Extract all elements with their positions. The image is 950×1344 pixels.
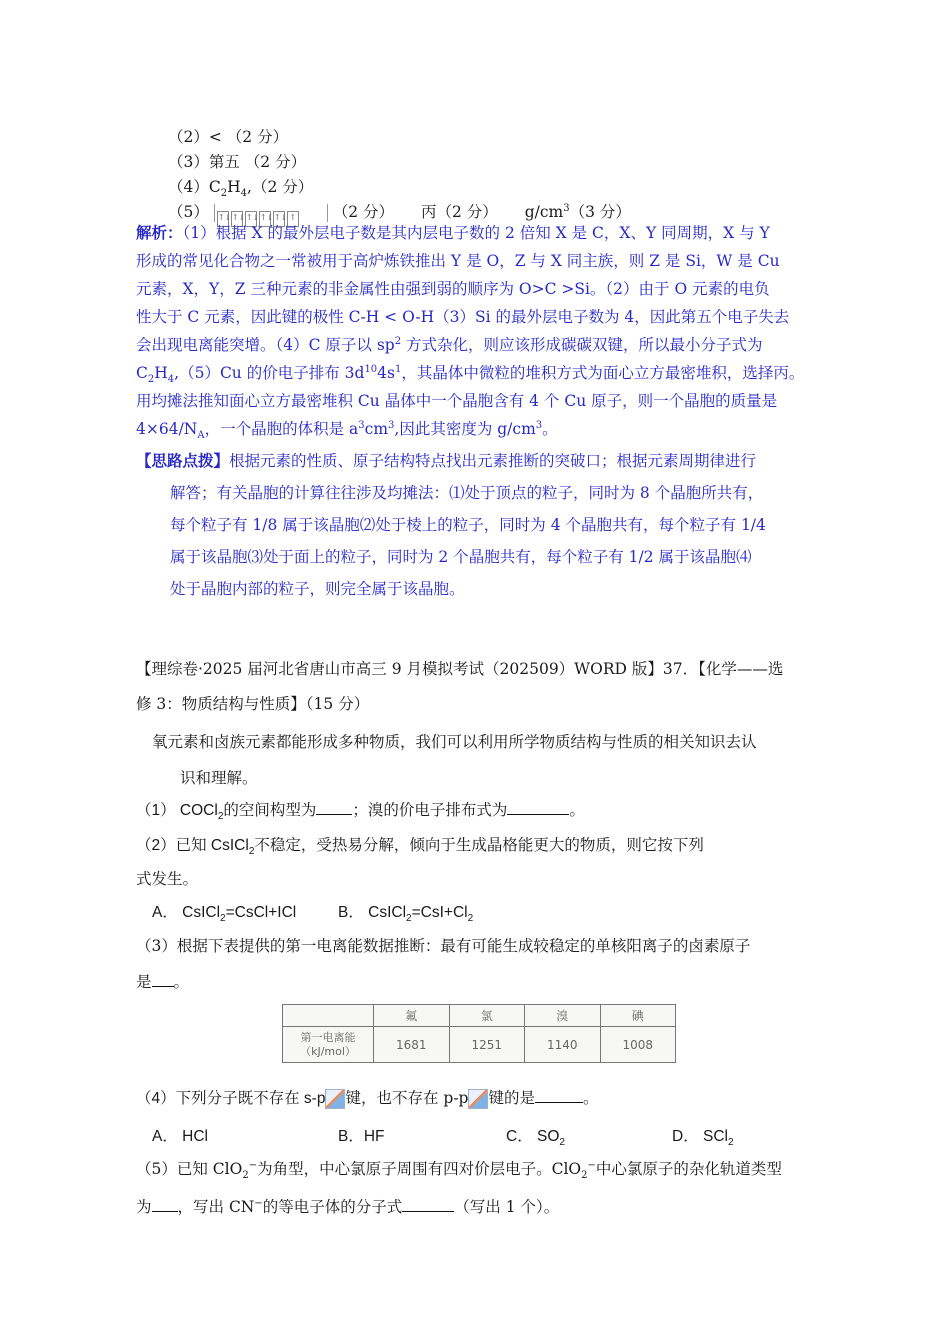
analysis-line-1: 解析：（1）根据 X 的最外层电子数是其内层电子数的 2 倍知 X 是 C，X、Y 同周期，X 与 Y	[136, 223, 770, 242]
answer-blank[interactable]	[152, 1196, 178, 1212]
question-2-option-a: A． CsICl$_2$=CsCl+ICl	[152, 904, 297, 925]
question-source-1: 【理综卷·2025 届河北省唐山市高三 9 月模拟考试（202509）WORD 版】37．【化学——选	[136, 660, 784, 678]
analysis-line-6: $C_2H_4,(5)Cu$ 的价电子排布 $3d^{10}4s^1$，其晶体中微粒的堆积方式为面心立方最密堆积，选择丙。	[136, 363, 805, 386]
analysis-line-5: 会出现电离能突增。（4）C 原子以 $sp^2$ 方式杂化，则应该形成碳碳双键，所以最小分子式为	[136, 335, 763, 354]
table-header-cell: 氟	[374, 1005, 450, 1027]
question-2: （2）已知 CsICl$_2$不稳定，受热易分解，倾向于生成晶格能更大的物质，则它按下列	[136, 836, 704, 858]
sigma-bond-image-icon	[468, 1089, 488, 1109]
sigma-bond-image-icon	[325, 1089, 345, 1109]
question-source-2: 修 3：物质结构与性质】（15 分）	[136, 695, 370, 713]
hint-line-2: 解答；有关晶胞的计算往往涉及均摊法：⑴处于顶点的粒子，同时为 8 个晶胞所共有，	[170, 484, 764, 502]
question-2-option-b: B． $CsICl_2=CsI+Cl_2$	[338, 904, 474, 925]
table-header-cell: 溴	[525, 1005, 601, 1027]
analysis-line-8: $4\times 64/N_A$，一个晶胞的体积是 $a^3cm^3$,因此其密度为 $g/cm^3$。	[136, 419, 558, 442]
table-cell: 1681	[374, 1027, 450, 1063]
question-intro-1: 氧元素和卤族元素都能形成多种物质，我们可以利用所学物质结构与性质的相关知识去认	[152, 733, 757, 751]
answer-blank[interactable]	[402, 1196, 454, 1212]
answer-5: （5） ↑↓↑↓↑↓↑↓↑↓ ↑ （2 分） 丙（2 分） $g/cm^3(3$ 分）	[168, 201, 631, 223]
answer-blank[interactable]	[535, 1087, 583, 1103]
table-row-label: 第一电离能 （kJ/mol）	[283, 1027, 374, 1063]
analysis-line-7: 用均摊法推知面心立方最密堆积 Cu 晶体中一个晶胞含有 4 个 Cu 原子，则一个晶胞的质量是	[136, 392, 778, 410]
table-cell: 1140	[525, 1027, 601, 1063]
question-intro-2: 识和理解。	[180, 769, 258, 787]
table-cell: 1251	[449, 1027, 525, 1063]
table-header-cell: 氯	[449, 1005, 525, 1027]
question-3: （3）根据下表提供的第一电离能数据推断：最有可能生成较稳定的单核阳离子的卤素原子	[136, 937, 751, 955]
hint-line-5: 处于晶胞内部的粒子，则完全属于该晶胞。	[170, 580, 465, 598]
question-1: （1） COCl$_2$的空间构型为 ；溴的价电子排布式为 。	[136, 801, 585, 823]
analysis-line-4: 性大于 C 元素，因此键的极性 C-H < O-H（3）Si 的最外层电子数为 4，因此第五个电子失去	[136, 308, 790, 326]
ionization-energy-table	[282, 1004, 676, 1063]
hint-line-1: 【思路点拨】根据元素的性质、原子结构特点找出元素推断的突破口；根据元素周期律进行	[136, 451, 757, 470]
question-5-cont: 为 ，写出 CN−的等电子体的分子式 （写出 1 个）。	[136, 1197, 560, 1216]
question-4-option-a: A． HCl	[152, 1128, 208, 1145]
answer-blank[interactable]	[316, 799, 352, 815]
answer-2: （2）< （2 分）	[168, 128, 289, 146]
table-cell: 1008	[600, 1027, 676, 1063]
question-4-option-b: B．HF	[338, 1128, 385, 1145]
answer-blank[interactable]	[507, 799, 569, 815]
analysis-line-3: 元素，X，Y，Z 三种元素的非金属性由强到弱的顺序为 O>C >Si。（2）由于 O 元素的电负	[136, 280, 770, 298]
question-2-cont: 式发生。	[136, 870, 199, 888]
answer-3: （3）第五 （2 分）	[168, 153, 307, 171]
question-4-option-d: D． SCl$_2$	[672, 1128, 734, 1149]
table-header-cell: 碘	[600, 1005, 676, 1027]
answer-4: $(4)C_2H_4,(2$ 分）	[168, 178, 314, 200]
orbital-diagram-icon: ↑↓↑↓↑↓↑↓↑↓ ↑	[214, 204, 328, 222]
analysis-line-2: 形成的常见化合物之一常被用于高炉炼铁推出 Y 是 O，Z 与 X 同主族，则 Z 是 Si，W 是 Cu	[136, 252, 780, 270]
table-header-cell	[283, 1005, 374, 1027]
answer-blank[interactable]	[152, 971, 174, 987]
hint-line-4: 属于该晶胞⑶处于面上的粒子，同时为 2 个晶胞共有，每个粒子有 1/2 属于该晶胞⑷	[170, 548, 752, 566]
question-4-option-c: C． $SO_2$	[506, 1128, 565, 1149]
question-4: （4）下列分子既不存在 s-p 键，也不存在 p-p 键的是 。	[136, 1089, 599, 1107]
question-5: （5）已知 ClO$_2$−为角型，中心氯原子周围有四对价层电子。ClO$_2$−中心氯原子的杂化轨道类型	[136, 1159, 782, 1182]
hint-line-3: 每个粒子有 1/8 属于该晶胞⑵处于棱上的粒子，同时为 4 个晶胞共有，每个粒子有 1/4	[170, 516, 766, 534]
question-3-cont: 是 。	[136, 973, 190, 991]
